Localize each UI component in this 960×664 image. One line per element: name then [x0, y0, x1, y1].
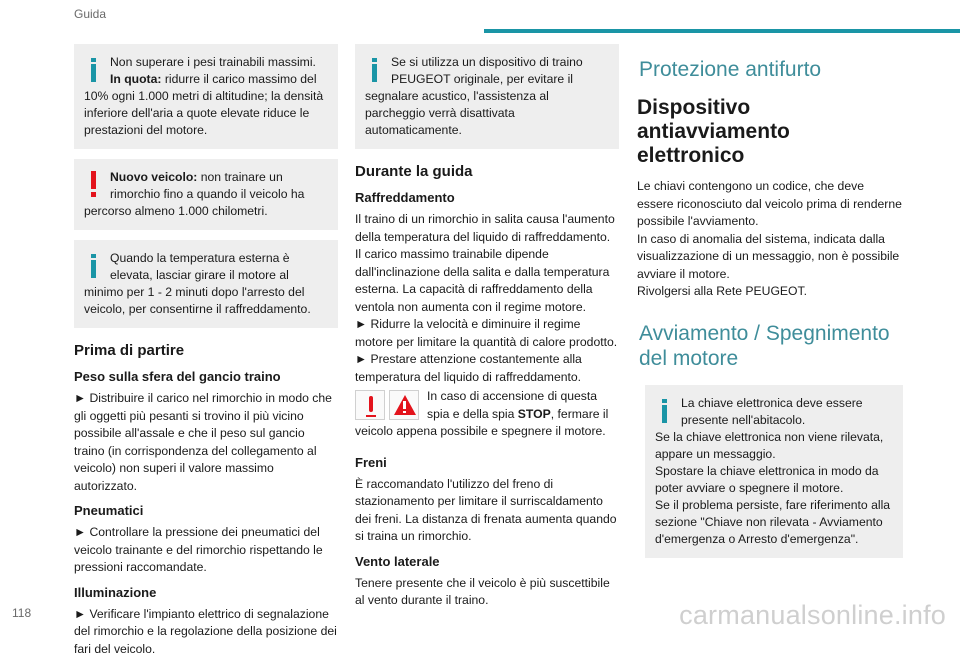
paragraph: ► Ridurre la velocità e diminuire il regime motore per limitare la quantità di calore prodotto. — [355, 317, 618, 349]
warning-icon — [84, 169, 106, 199]
stop-bold: STOP — [517, 406, 551, 421]
info-text: La chiave elettronica deve essere presente nell'abitacolo. — [681, 395, 863, 427]
info-icon — [84, 250, 106, 280]
info-text: Non superare i pesi trainabili massimi. — [110, 55, 316, 69]
info-text: Se si utilizza un dispositivo di traino PEUGEOT originale, per evitare il segnalare acustico, l'assistenza al parcheggio verrà disattivata automaticamente. — [365, 55, 583, 137]
stop-paragraph — [355, 388, 619, 441]
column-3 — [637, 44, 903, 568]
info-text: Se il problema persiste, fare riferimento alla sezione "Chiave non rilevata - Avviamento d'emergenza o Arresto d'emergenza". — [655, 497, 891, 546]
info-text: Se la chiave elettronica non viene rilevata, appare un messaggio. — [655, 429, 884, 461]
paragraph: ► Prestare attenzione costantemente alla temperatura del liquido di raffreddamento. — [355, 352, 582, 384]
chapter-heading: Avviamento / Spegnimento del motore — [639, 321, 890, 370]
column-1 — [74, 44, 338, 664]
page-number: 118 — [12, 606, 32, 620]
section-heading: Durante la guida — [355, 163, 473, 180]
paragraph: In caso di anomalia del sistema, indicata dalla visualizzazione di un messaggio, non è possibile avviare il motore. — [637, 231, 900, 281]
info-box-peugeot-tow — [355, 44, 619, 149]
info-text: Quando la temperatura esterna è elevata, lasciar girare il motore al minimo per 1 - 2 minuti dopo l'arresto del veicolo, per consentirne il raffreddamento. — [84, 251, 311, 316]
stop-text: , fermare il veicolo appena possibile e spegnere il motore. — [355, 406, 609, 438]
header-accent-bar — [484, 29, 960, 33]
stop-warning-icon — [389, 390, 419, 420]
info-text: Spostare la chiave elettronica in modo da poter avviare o spegnere il motore. — [655, 463, 879, 495]
column-2 — [355, 44, 619, 616]
info-icon — [365, 54, 387, 84]
paragraph: Il traino di un rimorchio in salita causa l'aumento della temperatura del liquido di raffreddamento. Il carico massimo trainabile dipende dall'inclinazione della salita e dalla temperatura esterna. La capacità di raffreddamento della ventola non aumenta con il regime motore. — [355, 212, 615, 314]
info-icon — [84, 54, 106, 84]
subheading: Illuminazione — [74, 584, 157, 600]
warning-text: non trainare un rimorchio fino a quando il veicolo ha percorso almeno 1.000 chilometri. — [84, 170, 305, 218]
paragraph: Tenere presente che il veicolo è più suscettibile al vento durante il traino. — [355, 575, 610, 607]
paragraph: Le chiavi contengono un codice, che deve essere riconosciuto dal veicolo prima di renderne possibile l'avviamento. — [637, 179, 902, 228]
section-heading: Prima di partire — [74, 342, 185, 359]
paragraph: Rivolgersi alla Rete PEUGEOT. — [637, 284, 808, 298]
section-heading: Dispositivo antiavviamento elettronico — [637, 96, 790, 167]
paragraph: ► Distribuire il carico nel rimorchio in modo che gli oggetti più pesanti si trovino il più vicino possibile all'assale e che il peso sul gancio traino (in corrispondenza del collegamento al veicolo) non superi il valore massimo autorizzato. — [74, 391, 332, 493]
watermark: carmanualsonline.info — [679, 600, 946, 630]
info-box-electronic-key — [645, 385, 903, 558]
warning-lamp-icons — [355, 390, 423, 420]
paragraph: ► Verificare l'impianto elettrico di segnalazione del rimorchio e la regolazione della posizione dei fari del veicolo. — [74, 606, 337, 656]
warning-box-new-vehicle — [74, 159, 338, 230]
subheading: Freni — [355, 454, 387, 470]
info-icon — [655, 395, 677, 425]
subheading: Peso sulla sfera del gancio traino — [74, 369, 281, 384]
paragraph: È raccomandato l'utilizzo del freno di stazionamento per limitare il surriscaldamento dei freni. La distanza di frenata aumenta quando si traina un rimorchio. — [355, 476, 617, 543]
subheading: Raffreddamento — [355, 190, 455, 205]
info-bold: In quota: — [110, 72, 162, 86]
coolant-temperature-icon — [355, 390, 385, 420]
subheading: Vento laterale — [355, 553, 440, 569]
stop-text: In caso di accensione di questa spia e della spia — [427, 389, 598, 421]
warning-bold: Nuovo veicolo: — [110, 170, 198, 184]
subheading: Pneumatici — [74, 503, 144, 518]
chapter-heading: Protezione antifurto — [639, 58, 822, 81]
info-box-temperature — [74, 240, 338, 328]
paragraph: ► Controllare la pressione dei pneumatici del veicolo trainante e del rimorchio rispettando le pressioni raccomandate. — [74, 525, 323, 574]
info-text: ridurre il carico massimo del 10% ogni 1.000 metri di altitudine; la densità inferiore dell'aria a quote elevate riduce le prestazioni del motore. — [84, 72, 324, 137]
info-box-weights — [74, 44, 338, 149]
running-header: Guida — [74, 7, 107, 21]
